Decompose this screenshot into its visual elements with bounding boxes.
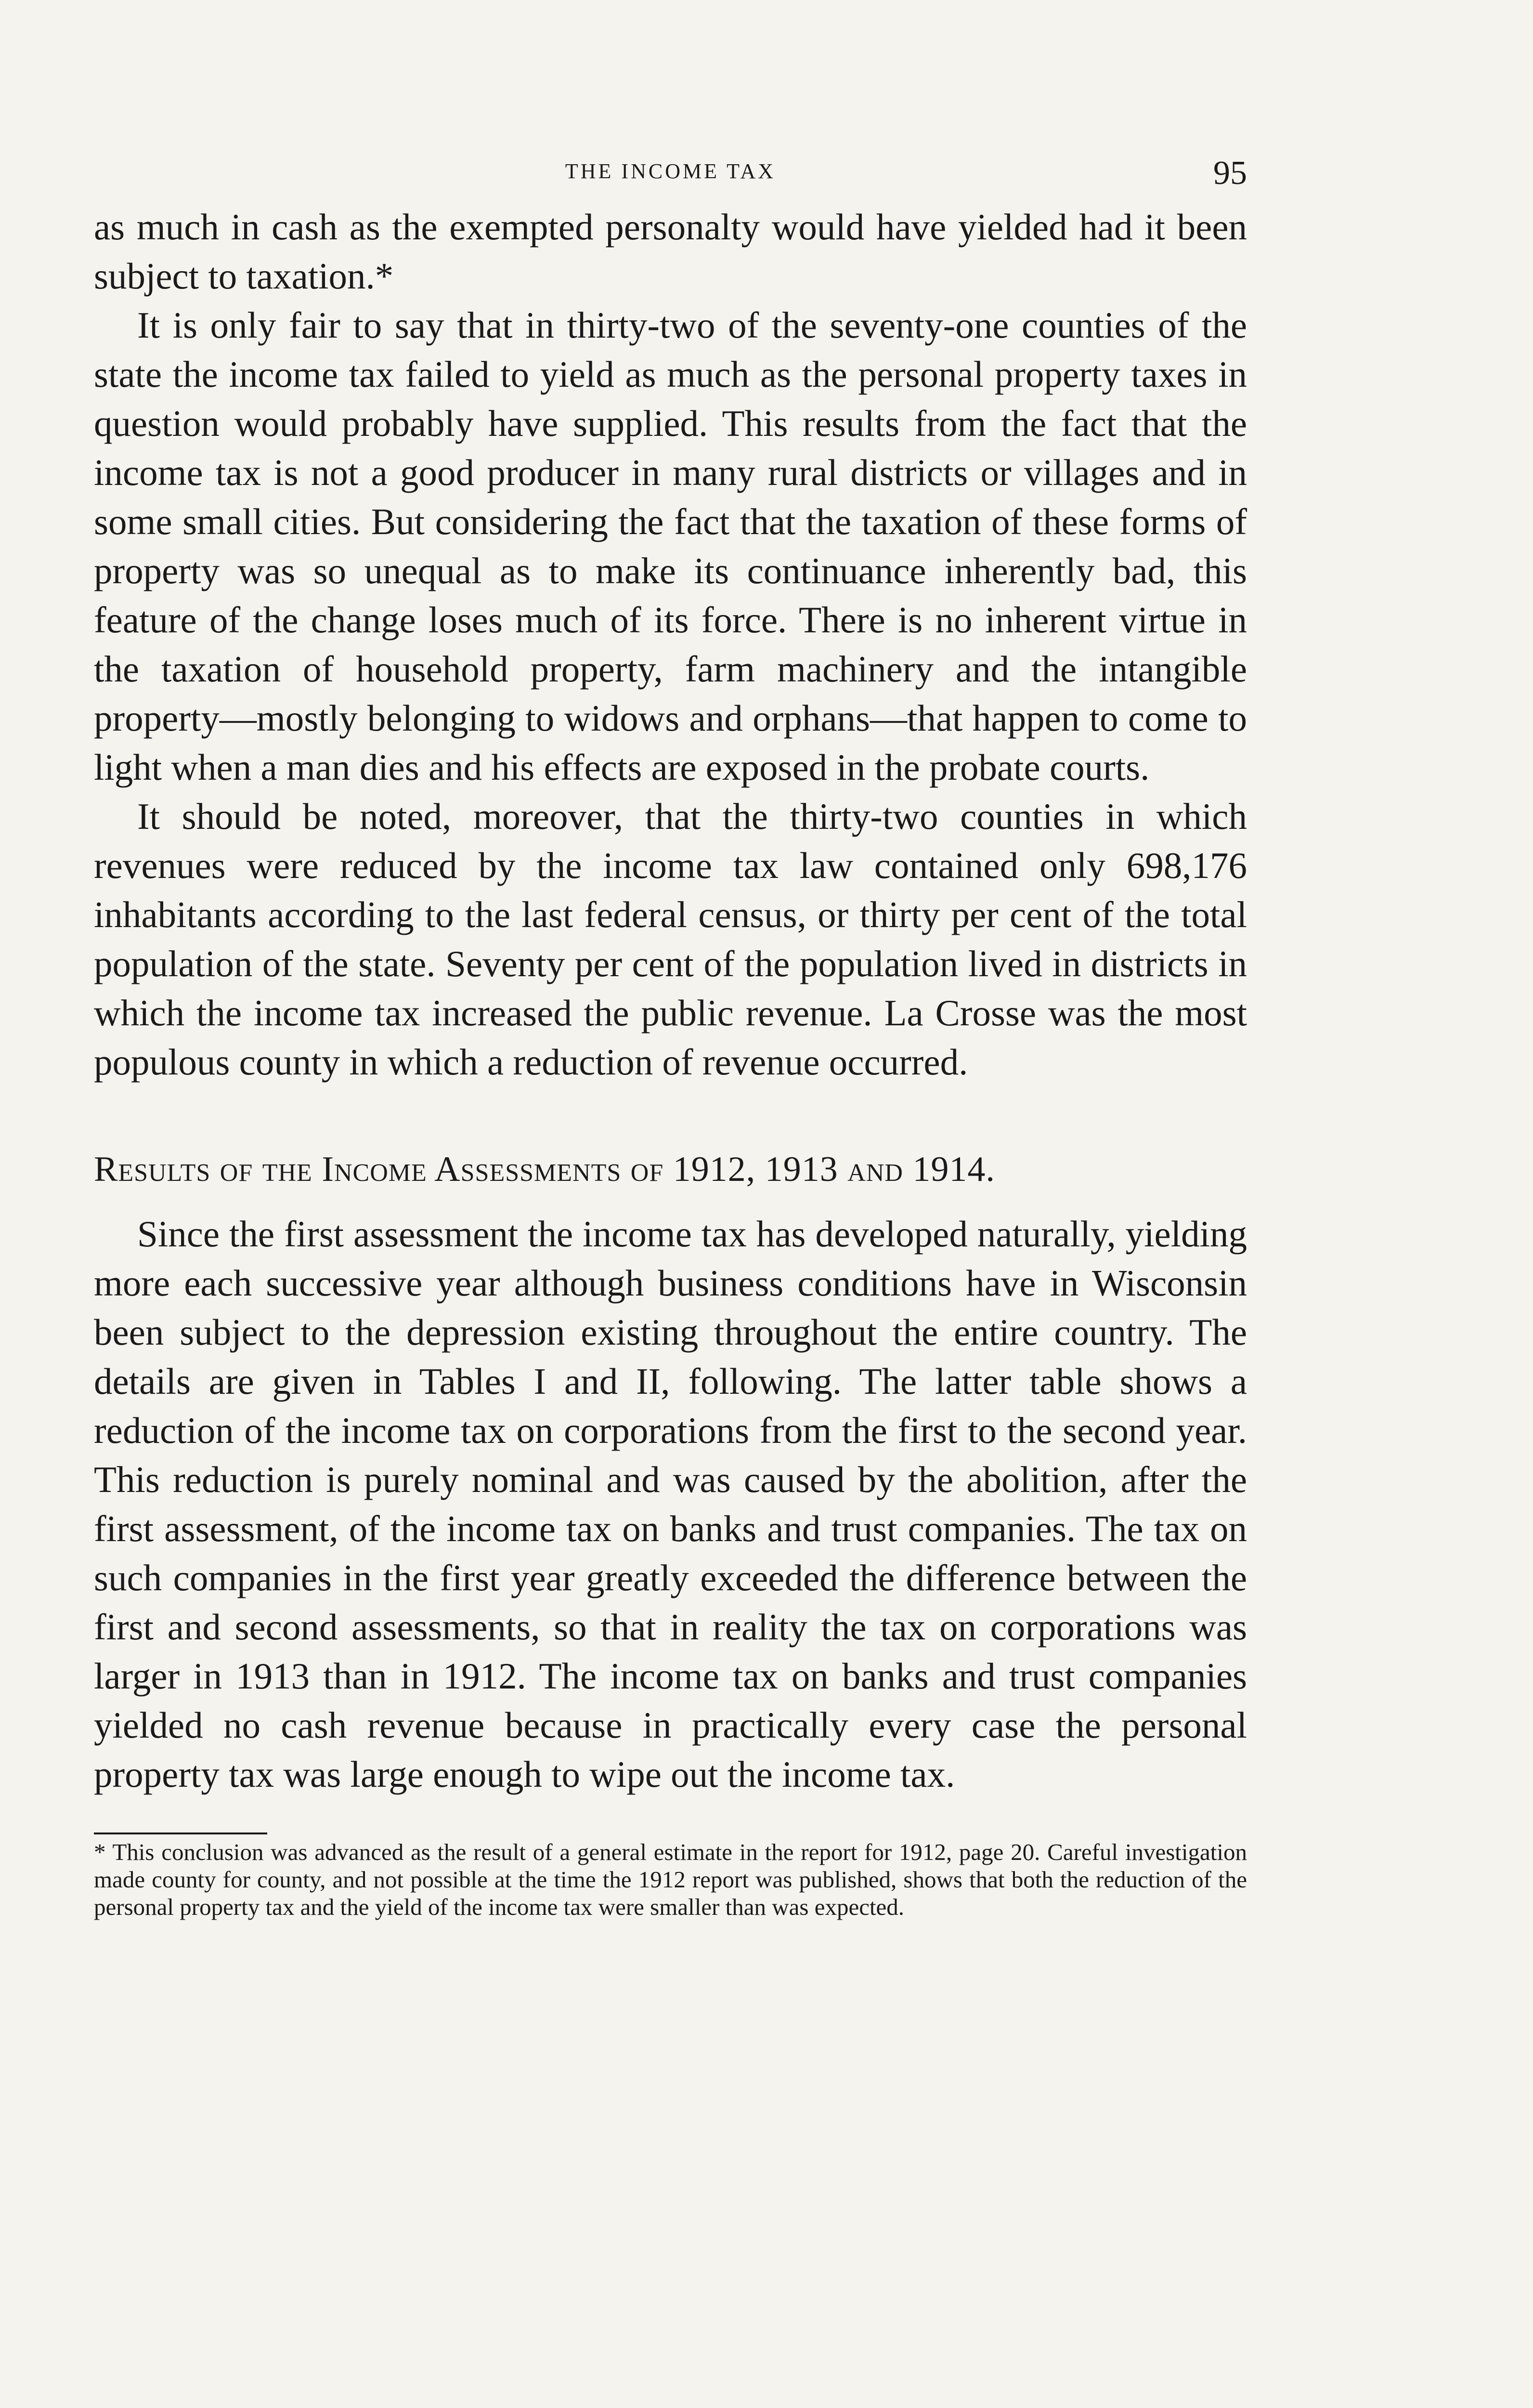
paragraph: It is only fair to say that in thirty-two of the seventy-one counties of the state the income tax failed to yield as much as the personal property taxes in question would probably have supplied. This results from the fact that the income tax is not a good producer in many rural districts or villages and in some small cities. But considering the fact that the taxation of these forms of property was so unequal as to make its continuance inherently bad, this feature of the change loses much of its force. There is no inherent virtue in the taxation of household property, farm machinery and the intangible property—mostly belonging to widows and orphans—that happen to come to light when a man dies and his effects are exposed in the probate courts. bbox=[94, 304, 1247, 788]
paragraph-continued: as much in cash as the exempted personalty would have yielded had it been subject to taxation.* bbox=[94, 206, 1247, 297]
section-heading: Results of the Income Assessments of 1912, 1913 and 1914. bbox=[94, 1150, 995, 1189]
running-head bbox=[94, 144, 1247, 202]
footnote: * This conclusion was advanced as the result of a general estimate in the report for 1912, page 20. Careful investigation made county for county, and not possible at the time the 1912 report was published, shows that both the reduction of the personal property tax and the yield of the income tax were smaller than was expected. bbox=[94, 1839, 1247, 1920]
running-title: THE INCOME TAX bbox=[565, 159, 776, 183]
footnote-rule bbox=[94, 1832, 267, 1834]
paragraph: It should be noted, moreover, that the thirty-two counties in which revenues were reduced by the income tax law contained only 698,176 inhabitants according to the last federal census, or thirty per cent of the total population of the state. Seventy per cent of the population lived in districts in which the income tax increased the public revenue. La Crosse was the most populous county in which a reduction of revenue occurred. bbox=[94, 796, 1247, 1083]
paragraph: Since the first assessment the income tax has developed naturally, yielding more each successive year although business conditions have in Wisconsin been subject to the depression existing throughout the entire country. The details are given in Tables I and II, following. The latter table shows a reduction of the income tax on corporations from the first to the second year. This reduction is purely nominal and was caused by the abolition, after the first assessment, of the income tax on banks and trust companies. The tax on such companies in the first year greatly exceeded the difference between the first and second assessments, so that in reality the tax on corporations was larger in 1913 than in 1912. The income tax on banks and trust companies yielded no cash revenue because in practically every case the personal property tax was large enough to wipe out the income tax. bbox=[94, 1213, 1247, 1795]
book-page bbox=[94, 144, 1247, 1921]
section-body bbox=[94, 1209, 1247, 1799]
page-number: 95 bbox=[1213, 155, 1247, 192]
body-text bbox=[94, 202, 1247, 1086]
